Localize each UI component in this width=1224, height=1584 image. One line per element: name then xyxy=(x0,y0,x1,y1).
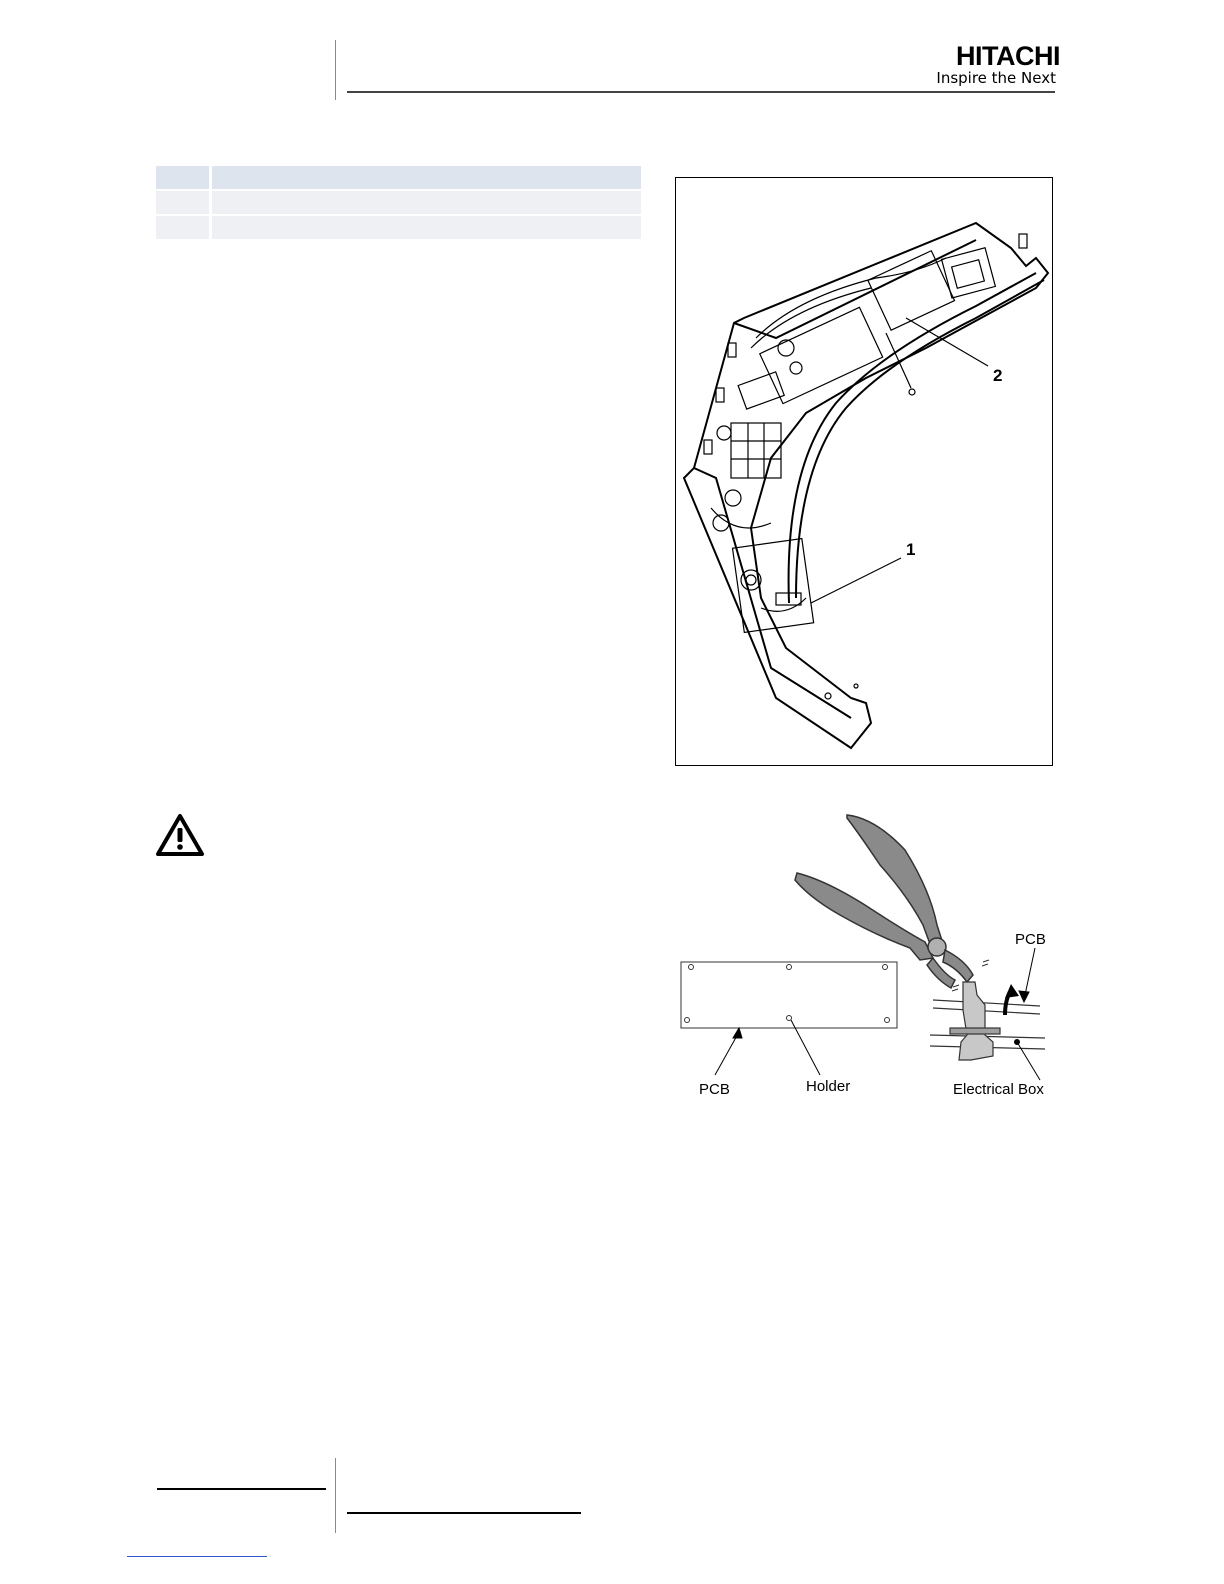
footer-left-rule xyxy=(157,1488,326,1490)
pcb-removal-drawing xyxy=(675,810,1065,1110)
label-holder: Holder xyxy=(806,1078,851,1095)
electrical-box-drawing xyxy=(676,178,1052,765)
label-electrical-box: Electrical Box xyxy=(953,1081,1044,1098)
table-row xyxy=(156,216,641,239)
table-row xyxy=(156,191,641,214)
pcb-removal-figure xyxy=(675,810,1065,1110)
logo-brand: HITACHI xyxy=(956,41,1060,71)
electrical-box-figure xyxy=(675,177,1053,766)
callout-2: 2 xyxy=(993,366,1003,385)
label-pcb-right: PCB xyxy=(1015,931,1046,948)
table-header-row xyxy=(156,166,641,189)
footer-link-underline xyxy=(127,1556,267,1557)
footer-right-rule xyxy=(347,1512,581,1514)
callout-1: 1 xyxy=(906,540,916,559)
parts-table xyxy=(156,166,641,241)
label-pcb-left: PCB xyxy=(699,1081,730,1098)
hitachi-logo xyxy=(920,42,1060,90)
logo-tagline: Inspire the Next xyxy=(936,69,1056,87)
header-horizontal-rule xyxy=(347,91,1055,93)
header-vertical-rule xyxy=(335,40,336,100)
warning-icon xyxy=(155,813,205,857)
footer-vertical-rule xyxy=(335,1458,336,1533)
